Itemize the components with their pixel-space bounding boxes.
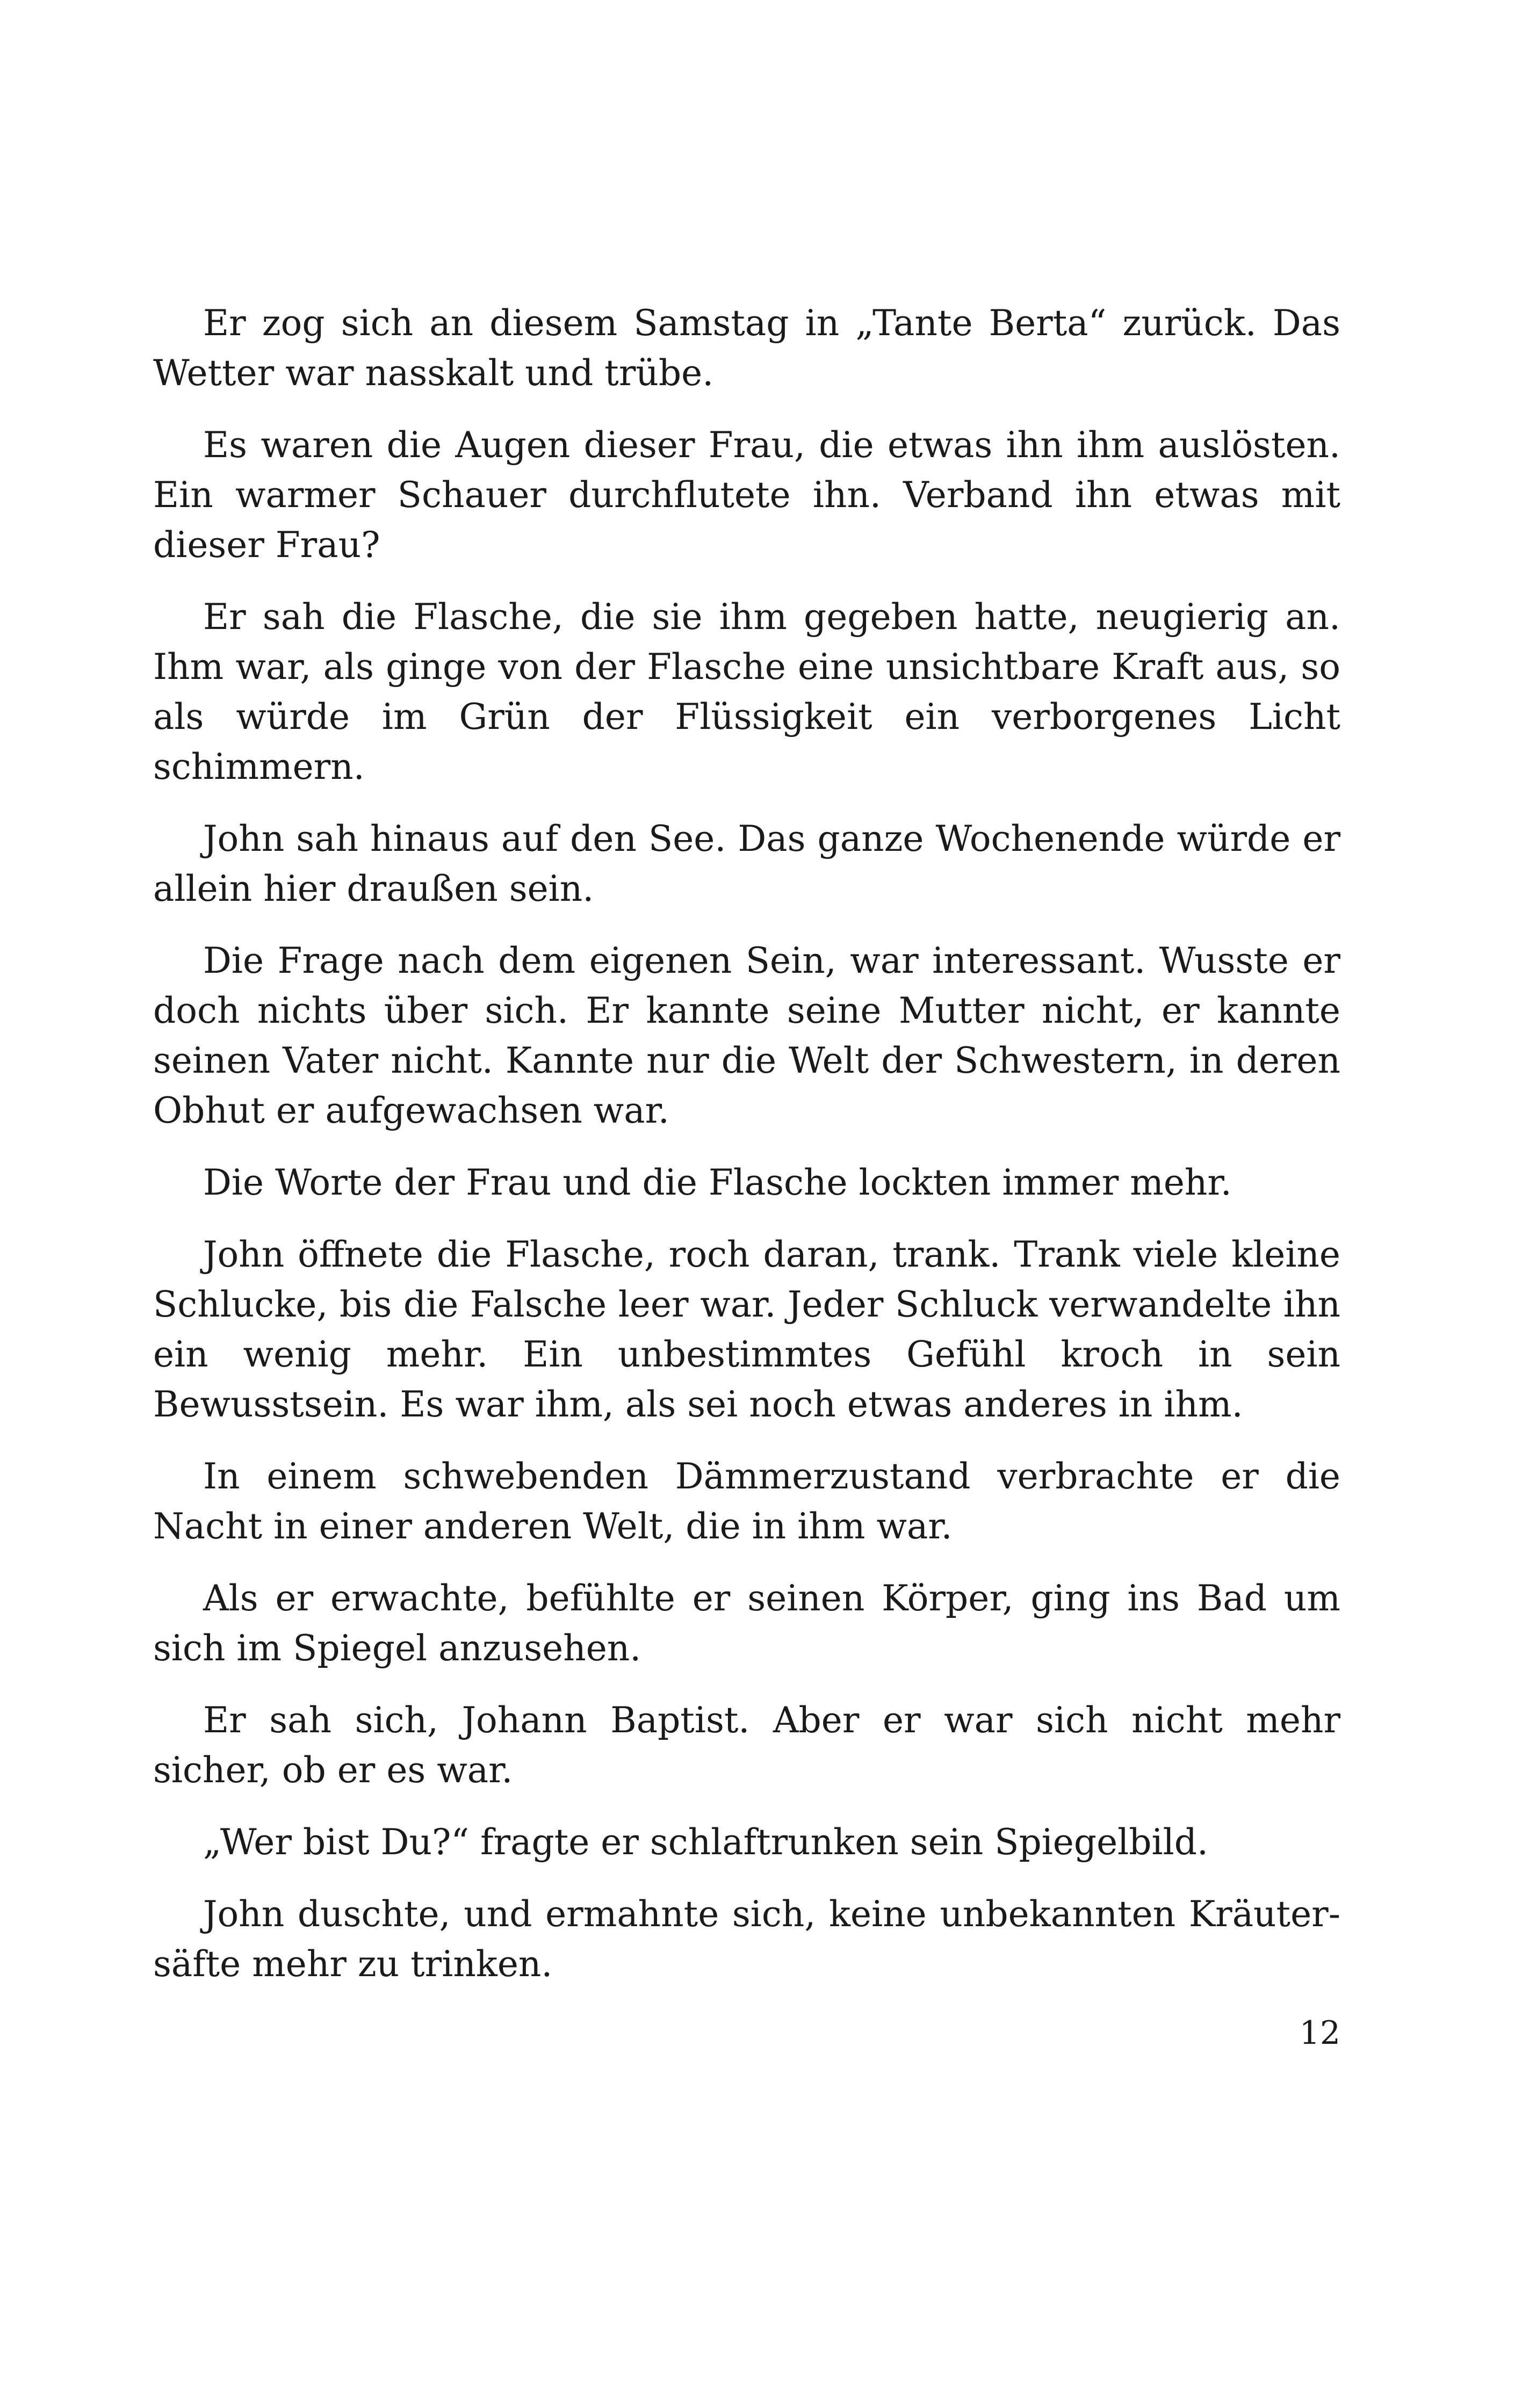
paragraph-9: Als er erwachte, befühlte er seinen Körper, ging ins Bad um sich im Spiegel anzusehen.	[153, 1578, 1340, 1669]
paragraph-10: Er sah sich, Johann Baptist. Aber er war sich nicht mehr sicher, ob er es war.	[153, 1700, 1340, 1791]
paragraph-3: Er sah die Flasche, die sie ihm gegeben hatte, neugierig an. Ihm war, als ginge von der Flasche eine unsichtbare Kraft aus, so als würde im Grün der Flüssigkeit ein verborgenes Licht schimmern.	[153, 596, 1340, 787]
body-text	[153, 298, 1340, 2011]
paragraph-4: John sah hinaus auf den See. Das ganze Wochenende würde er allein hier draußen sein.	[153, 818, 1340, 909]
paragraph-11: „Wer bist Du?“ fragte er schlaftrunken sein Spiegelbild.	[203, 1821, 1208, 1863]
paragraph-7: John öffnete die Flasche, roch daran, trank. Trank viele kleine Schlucke, bis die Falsche leer war. Jeder Schluck verwandelte ihn ein wenig mehr. Ein unbestimmtes Gefühl kroch in sein Bewusstsein. Es war ihm, als sei noch etwas anderes in ihm.	[153, 1234, 1340, 1425]
paragraph-2: Es waren die Augen dieser Frau, die etwas ihn ihm auslösten. Ein warmer Schauer durchflutete ihn. Verband ihn etwas mit dieser Frau?	[153, 424, 1340, 566]
paragraph-1: Er zog sich an diesem Samstag in „Tante Berta“ zurück. Das Wetter war nasskalt und trübe.	[153, 302, 1340, 394]
paragraph-8: In einem schwebenden Dämmerzustand verbrachte er die Nacht in einer anderen Welt, die in ihm war.	[153, 1456, 1340, 1547]
page-number: 12	[1299, 2014, 1340, 2052]
paragraph-5: Die Frage nach dem eigenen Sein, war interessant. Wusste er doch nichts über sich. Er kannte seine Mutter nicht, er kannte seinen Vater nicht. Kannte nur die Welt der Schwestern, in deren Obhut er aufgewachsen war.	[153, 940, 1340, 1131]
paragraph-12: John duschte, und ermahnte sich, keine unbekannten Kräutersäfte mehr zu trinken.	[153, 1893, 1340, 1985]
paragraph-6: Die Worte der Frau und die Flasche lockten immer mehr.	[203, 1162, 1232, 1203]
